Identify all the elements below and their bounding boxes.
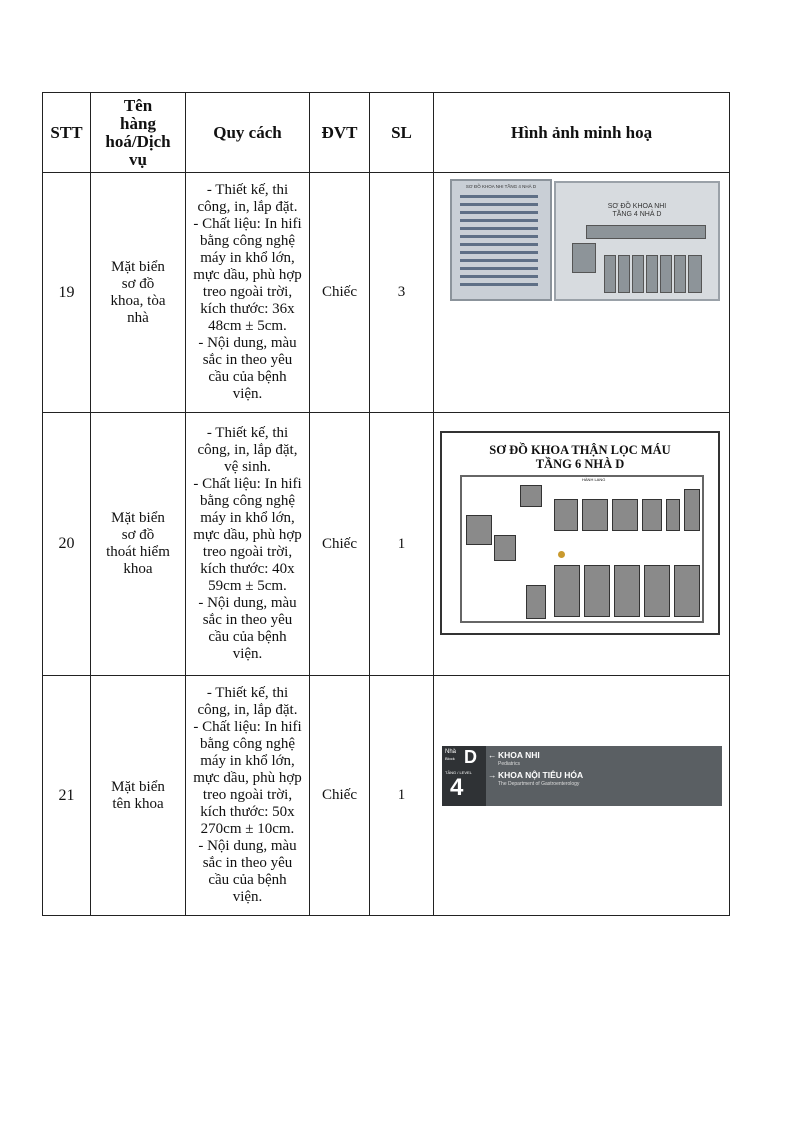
- table-row: [43, 173, 730, 413]
- row-unit: Chiếc: [310, 173, 370, 413]
- table-row: [43, 676, 730, 916]
- table-row: [43, 413, 730, 676]
- map-title: SƠ ĐỒ KHOA THẬN LỌC MÁU: [489, 443, 671, 457]
- goods-table: [42, 92, 730, 916]
- row-name: Mặt biển sơ đồ khoa, tòa nhà: [91, 173, 186, 413]
- block-level-panel: Nhà Block D TẦNG / LEVEL 4: [442, 746, 486, 806]
- row-stt: 20: [43, 413, 91, 676]
- floor-plan-sign-photo-right: SƠ ĐỒ KHOA NHI TẦNG 4 NHÀ D: [554, 181, 720, 301]
- department-name-sign-image: Nhà Block D TẦNG / LEVEL 4 ← KHOA NHI Pediatrics → KHOA NỘI TIÊU HÓA The Department of Gastroenterology: [442, 746, 722, 806]
- row-name: Mặt biển tên khoa: [91, 676, 186, 916]
- row-stt: 21: [43, 676, 91, 916]
- row-spec: - Thiết kế, thi công, in, lắp đặt. - Chất liệu: In hifi bằng công nghệ máy in khổ lớn, mực dầu, phù hợp treo ngoài trời, kích thước: 50x 270cm ± 10cm. - Nội dung, màu sắc in theo yêu cầu của bệnh viện.: [186, 676, 310, 916]
- evacuation-map-image: SƠ ĐỒ KHOA THẬN LỌC MÁU TẦNG 6 NHÀ D HÀNH LANG: [440, 431, 720, 635]
- arrow-left-icon: ←: [488, 750, 497, 760]
- floor-plan-sign-photo-left: SƠ ĐỒ KHOA NHI TẦNG 4 NHÀ D: [450, 179, 552, 301]
- row-image-cell: [434, 173, 730, 413]
- table-header-row: [43, 93, 730, 173]
- row-image-cell: [434, 676, 730, 916]
- header-unit: ĐVT: [310, 93, 370, 173]
- row-qty: 1: [370, 413, 434, 676]
- header-qty: SL: [370, 93, 434, 173]
- row-name: Mặt biển sơ đồ thoát hiểm khoa: [91, 413, 186, 676]
- row-image-cell: [434, 413, 730, 676]
- row-spec: - Thiết kế, thi công, in, lắp đặt. - Chất liệu: In hifi bằng công nghệ máy in khổ lớn, mực dầu, phù hợp treo ngoài trời, kích thước: 36x 48cm ± 5cm. - Nội dung, màu sắc in theo yêu cầu của bệnh viện.: [186, 173, 310, 413]
- map-subtitle: TẦNG 6 NHÀ D: [535, 457, 625, 471]
- header-spec: Quy cách: [186, 93, 310, 173]
- row-spec: - Thiết kế, thi công, in, lắp đặt, vệ sinh. - Chất liệu: In hifi bằng công nghệ máy in khổ lớn, mực dầu, phù hợp treo ngoài trời, kích thước: 40x 59cm ± 5cm. - Nội dung, màu sắc in theo yêu cầu của bệnh viện.: [186, 413, 310, 676]
- header-stt: STT: [43, 93, 91, 173]
- arrow-right-icon: →: [488, 770, 497, 780]
- header-image: Hình ảnh minh hoạ: [434, 93, 730, 173]
- row-unit: Chiếc: [310, 413, 370, 676]
- row-stt: 19: [43, 173, 91, 413]
- row-qty: 1: [370, 676, 434, 916]
- header-name: Tên hàng hoá/Dịch vụ: [91, 93, 186, 173]
- row-qty: 3: [370, 173, 434, 413]
- row-unit: Chiếc: [310, 676, 370, 916]
